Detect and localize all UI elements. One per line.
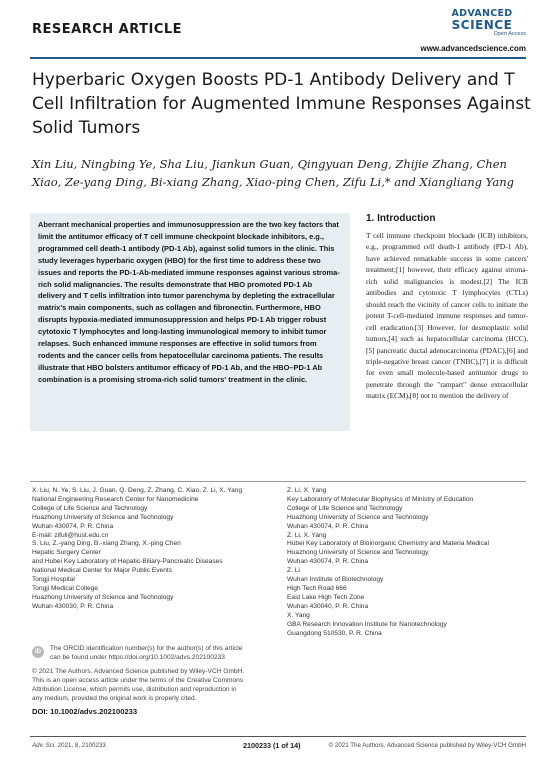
affiliation-line: Huazhong University of Science and Technology <box>287 549 429 557</box>
affiliation-line: Huazhong University of Science and Technology <box>32 593 174 601</box>
footer-rule <box>30 736 526 737</box>
introduction-section <box>366 213 528 402</box>
footer-citation <box>32 742 106 749</box>
article-type-label: RESEARCH ARTICLE <box>32 22 183 37</box>
affiliation-line: National Medical Center for Major Public Events <box>32 567 172 575</box>
affiliation-line: Guangdong 510530, P. R. China <box>287 629 382 637</box>
affiliation-authors: S. Liu, Z.-yang Ding, B.-xiang Zhang, X.-ping Chen <box>32 540 181 548</box>
affiliation-line: GBA Research Innovation Institute for Nanotechnology <box>287 620 447 628</box>
affiliation-line: Wuhan 430040, P. R. China <box>287 602 369 610</box>
orcid-line-2[interactable]: can be found under https://doi.org/10.1002/advs.202100233 <box>50 653 225 661</box>
affiliation-line: Wuhan 430030, P. R. China <box>32 602 114 610</box>
affiliation-line: Key Laboratory of Molecular Biophysics of Ministry of Education <box>287 495 474 503</box>
affiliations-left-column <box>32 487 277 612</box>
affiliation-line: Tongji Hospital <box>32 576 75 584</box>
affiliation-block <box>287 612 532 639</box>
affiliation-line: Huazhong University of Science and Technology <box>32 513 174 521</box>
affiliation-line: Huazhong University of Science and Technology <box>287 513 429 521</box>
affiliation-block <box>287 532 532 568</box>
affiliation-divider <box>30 481 526 482</box>
journal-website-link[interactable]: www.advancedscience.com <box>420 44 526 53</box>
affiliation-authors: X. Liu, N. Ye, S. Liu, J. Guan, Q. Deng, Z. Zhang, C. Xiao, Z. Li, X. Yang <box>32 487 243 494</box>
affiliation-line: College of Life Science and Technology <box>287 504 403 512</box>
affiliation-line: National Engineering Research Center for Nanomedicine <box>32 495 199 503</box>
affiliation-authors: Z. Li <box>287 567 300 575</box>
affiliation-line: East Lake High Tech Zone <box>287 593 365 601</box>
affiliation-authors: Z. Li, X. Yang <box>287 531 327 539</box>
introduction-heading: 1. Introduction <box>366 213 436 224</box>
affiliation-line: and Hubei Key Laboratory of Hepatic-Biliary-Pancreatic Diseases <box>32 558 223 566</box>
orcid-icon: iD <box>32 646 44 658</box>
affiliation-line: College of Life Science and Technology <box>32 504 148 512</box>
footer-copyright: © 2021 The Authors. Advanced Science published by Wiley-VCH GmbH <box>328 742 526 749</box>
affiliation-line: Wuhan 430074, P. R. China <box>287 558 369 566</box>
logo-text-science: SCIENCE <box>451 18 513 32</box>
affiliation-block <box>32 540 277 611</box>
affiliation-line: Tongji Medical College <box>32 584 98 592</box>
affiliation-line: Wuhan Institute of Biotechnology <box>287 576 384 584</box>
license-line: Attribution License, which permits use, distribution and reproduction in <box>32 685 237 693</box>
license-statement <box>32 668 277 704</box>
page-header <box>0 0 556 60</box>
license-line: any medium, provided the original work is properly cited. <box>32 694 197 702</box>
logo-text-advanced: ADVANCED <box>451 8 513 19</box>
affiliation-line: High Tech Road 666 <box>287 584 347 592</box>
journal-logo[interactable] <box>438 8 526 38</box>
affiliation-authors: X. Yang <box>287 611 310 619</box>
introduction-text: T cell immune checkpoint blockade (ICB) inhibitors, e.g., programmed cell death-1 antibody (PD-1 Ab), have achieved remarkable success in some cancers' treatment;[1] however, their efficacy against stroma-rich solid malignancies is modest.[2] The ICB antibodies and cytotoxic T lymphocytes (CTLs) should reach the vicinity of cancer cells to initiate the potent T-cell-mediated immune responses and tumor-cell eradication.[3] However, for desmoplastic solid tumors,[4] such as hepatocellular carcinoma (HCC),[5] pancreatic ductal adenocarcinoma (PDAC),[6] and triple-negative breast cancer (TNBC),[7] it is difficult for even small molecule-based antitumor drugs to penetrate through the "rampart" dense extracellular matrix (ECM),[8] not to mention the delivery of <box>366 231 528 401</box>
affiliation-line: Wuhan 430074, P. R. China <box>287 522 369 530</box>
header-rule <box>30 57 526 59</box>
affiliation-block <box>287 487 532 532</box>
affiliations-right-column <box>287 487 532 638</box>
affiliation-block <box>287 567 532 612</box>
orcid-line-1: The ORCID identification number(s) for the author(s) of this article <box>50 645 243 652</box>
orcid-note <box>32 645 277 663</box>
doi-link[interactable]: DOI: 10.1002/advs.202100233 <box>32 707 138 716</box>
affiliation-block <box>32 487 277 540</box>
license-line: © 2021 The Authors. Advanced Science published by Wiley-VCH GmbH. <box>32 668 245 675</box>
affiliation-line: Hubei Key Laboratory of Bioinorganic Chemistry and Materia Medical <box>287 540 489 548</box>
affiliation-authors: Z. Li, X. Yang <box>287 487 327 494</box>
affiliation-line: Hepatic Surgery Center <box>32 549 101 557</box>
article-title: Hyperbaric Oxygen Boosts PD-1 Antibody Delivery and T Cell Infiltration for Augmented Immune Responses Against Solid Tumors <box>32 70 531 138</box>
license-line: This is an open access article under the terms of the Creative Commons <box>32 676 244 684</box>
author-list: Xin Liu, Ningbing Ye, Sha Liu, Jiankun Guan, Qingyuan Deng, Zhijie Zhang, Chen Xiao, Ze-yang Ding, Bi-xiang Zhang, Xiao-ping Chen, Zifu Li,* and Xiangliang Yang <box>32 157 514 189</box>
abstract-text: Aberrant mechanical properties and immunosuppression are the two key factors that limit the antitumor efficacy of T cell immune checkpoint blockade inhibitors, e.g., programmed cell death-1 antibody (PD-1 Ab), against solid tumors in the clinic. This study leverages hyperbaric oxygen (HBO) for the first time to address these two issues and reports the PD-1-Ab-mediated immune responses against various stroma-rich solid malignancies. The results demonstrate that HBO promoted PD-1 Ab delivery and T cells infiltration into tumor parenchyma by depleting the extracellular matrix's main components, such as collagen and fibronectin. Furthermore, HBO disrupts hypoxia-mediated immunosuppression and helps PD-1 Ab trigger robust cytotoxic T lymphocytes and long-lasting immunological memory to inhibit tumor relapses. Such enhanced immune responses are effective in solid tumors from rodents and the cancer cells from hepatocellular carcinoma patients. The results illustrate that HBO bolsters antitumor efficacy of PD-1 Ab, and the HBO–PD-1 Ab combination is a promising stroma-rich solid tumors' treatment in the clinic. <box>38 220 340 384</box>
footer-page-number: 2100233 (1 of 14) <box>243 741 301 750</box>
affiliation-line: Wuhan 430074, P. R. China <box>32 522 114 530</box>
footer-citation-details: 2021, 8, 2100233 <box>55 742 106 749</box>
footer-journal-name: Adv. Sci. <box>32 742 56 749</box>
affiliation-line[interactable]: E-mail: zifuli@hust.edu.cn <box>32 531 109 539</box>
abstract-box <box>30 213 350 431</box>
logo-text-open-access: Open Access <box>493 31 526 37</box>
